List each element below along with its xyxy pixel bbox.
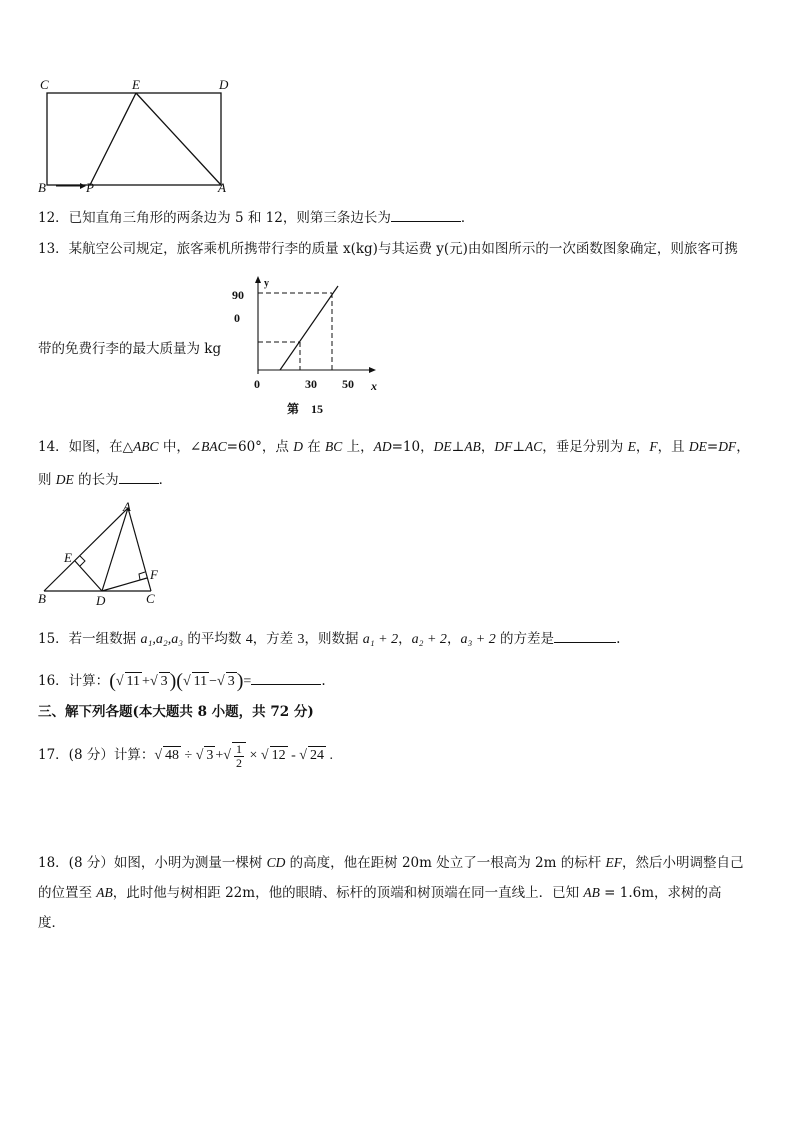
q18-t6: = 1.6m，求树的高 <box>599 885 722 901</box>
q17-r12: 12 <box>271 748 286 764</box>
q18-t3: ，然后小明调整自己 <box>622 855 744 871</box>
q14-t6: =10， <box>391 439 434 455</box>
q18-ab: AB <box>96 885 113 900</box>
q14-t11: 的长为 <box>73 472 119 488</box>
rectangle-outline <box>47 93 221 185</box>
q15-t2: 的平均数 <box>183 631 246 647</box>
q14-ab: AB <box>464 439 481 454</box>
q14-t10: 则 <box>38 472 56 488</box>
graph-y-tick-90: 90 <box>232 288 244 302</box>
q18-t1: 18．(8 分）如图，小明为测量一棵树 <box>38 855 267 871</box>
q17-end: . <box>325 748 333 764</box>
q12-text: 12．已知直角三角形的两条边为 5 和 12，则第三条边长为 <box>38 210 391 226</box>
q18-t5: ，此时他与树相距 22m，他的眼睛、标杆的顶端和树顶端在同一直线上．已知 <box>112 885 584 901</box>
q16-answer-blank[interactable] <box>251 670 321 685</box>
question-14-line2 <box>38 469 172 489</box>
q16-r3b: 3 <box>227 674 235 689</box>
q18-ef: EF <box>605 855 623 870</box>
tri-label-b: B <box>38 591 46 606</box>
q15-d1: a₁ + 2 <box>362 632 399 647</box>
label-d: D <box>219 77 229 92</box>
q14-de: DE <box>433 439 452 454</box>
q17-plus: + <box>215 748 224 764</box>
q17-r48: 48 <box>165 748 180 764</box>
q15-answer-blank[interactable] <box>554 628 616 643</box>
question-13-line1: 13．某航空公司规定，旅客乘机所携带行李的质量 x(kg)与其运费 y(元)由如图所示的一次函数图象确定，则旅客可携 <box>38 241 738 257</box>
q14-perp1: ⊥ <box>451 439 465 455</box>
q15-sep1: ， <box>398 631 412 647</box>
q17-r24: 24 <box>309 748 324 764</box>
question-18-line1 <box>38 854 744 872</box>
q15-d2: a₂ + 2 <box>411 632 447 647</box>
q14-df: DF <box>494 439 513 454</box>
label-e: E <box>132 77 140 92</box>
q15-d3: a₃ + 2 <box>460 632 496 647</box>
graph-x-tick-30: 30 <box>305 377 317 391</box>
tri-label-d: D <box>96 593 106 608</box>
q16-t1: 16．计算： <box>38 673 110 689</box>
q16-r11b: 11 <box>193 674 208 689</box>
q14-ad: AD <box>373 439 392 454</box>
q17-times: × <box>245 748 261 764</box>
q14-t9: ， <box>736 439 750 455</box>
q14-answer-blank[interactable] <box>119 469 159 484</box>
q16-equals: = <box>243 674 252 689</box>
question-18-line2 <box>38 884 722 902</box>
q14-d: D <box>293 439 303 454</box>
segment-ea <box>136 93 221 185</box>
section-3-title: 三、解下列各题(本大题共 8 小题，共 72 分) <box>38 704 314 720</box>
q14-t5: 上， <box>342 439 374 455</box>
q12-answer-blank[interactable] <box>391 207 461 222</box>
q15-t1: 15．若一组数据 <box>38 631 141 647</box>
segment-pe <box>90 93 136 185</box>
q18-cd: CD <box>266 855 286 870</box>
question-18-line3: 度． <box>38 915 65 931</box>
q15-t5: 的方差是 <box>495 631 555 647</box>
q16-plus: + <box>142 674 150 689</box>
triangle-figure <box>38 500 168 600</box>
q14-t1: 14．如图，在△ <box>38 439 134 455</box>
q14-f: F <box>649 439 658 454</box>
label-c: C <box>40 77 49 92</box>
q15-var: 3 <box>297 632 305 647</box>
question-12 <box>38 207 474 227</box>
q14-t2: 中，∠ <box>158 439 202 455</box>
q18-t4: 的位置至 <box>38 885 97 901</box>
q14-e: E <box>627 439 636 454</box>
q17-minus: - <box>287 748 300 764</box>
q14-t7: ，垂足分别为 <box>542 439 628 455</box>
right-angle-e <box>80 556 85 566</box>
q17-r3: 3 <box>206 748 214 764</box>
q17-frac-num: 1 <box>235 742 242 756</box>
label-a: A <box>218 180 226 195</box>
q12-end: ． <box>460 210 475 226</box>
q15-mean: 4 <box>245 632 253 647</box>
q14-t4: 在 <box>302 439 326 455</box>
question-15 <box>38 628 620 649</box>
graph-x-label: x <box>371 379 377 393</box>
q15-t4: ，则数据 <box>304 631 363 647</box>
q18-t2: 的高度，他在距树 20m 处立了一根高为 2m 的标杆 <box>285 855 606 871</box>
q14-t3: =60°，点 <box>226 439 294 455</box>
q14-de2: DE <box>688 439 707 454</box>
question-14-line1 <box>38 438 750 456</box>
question-16 <box>38 670 326 691</box>
tri-label-a: A <box>123 499 131 514</box>
function-line <box>280 286 338 370</box>
graph-y-tick-0: 0 <box>234 311 240 325</box>
graph-x-tick-50: 50 <box>342 377 354 391</box>
q17-frac-den: 2 <box>235 756 242 770</box>
q14-ac: AC <box>525 439 543 454</box>
q15-end: . <box>616 631 621 647</box>
tri-label-e: E <box>64 550 72 565</box>
q14-de3: DE <box>55 472 74 487</box>
tri-label-f: F <box>150 567 158 582</box>
label-b: B <box>38 180 46 195</box>
segment-de <box>75 561 102 591</box>
question-17 <box>38 742 333 770</box>
q17-div: ÷ <box>181 748 196 764</box>
q17-fraction <box>232 742 246 770</box>
graph-caption: 第 15 <box>287 402 324 416</box>
q14-end: ． <box>158 472 173 488</box>
rectangle-figure <box>36 78 236 196</box>
q16-minus: − <box>209 674 218 689</box>
tri-label-c: C <box>146 591 155 606</box>
q16-end: . <box>321 673 326 689</box>
label-p: P <box>86 180 94 195</box>
q17-t1: 17．(8 分）计算： <box>38 747 155 764</box>
q14-bc: BC <box>325 439 343 454</box>
q14-sep: ， <box>635 439 650 455</box>
q17-expression: √ 48 ÷ √ 3 +√ $\frac{1}{2}$ × √ 12 - √ 24 . <box>154 742 333 770</box>
q14-perp2: ⊥ <box>512 439 526 455</box>
q16-r3: 3 <box>160 674 168 689</box>
graph-x-tick-0: 0 <box>254 377 260 391</box>
q14-abc: ABC <box>133 439 159 454</box>
q16-r11: 11 <box>126 674 141 689</box>
q14-t8: ，且 <box>657 439 689 455</box>
y-axis-arrow <box>255 276 261 283</box>
graph-y-label: y <box>264 278 269 289</box>
q14-c1: ， <box>480 439 495 455</box>
q15-data-vars: a₁,a₂,a₃ <box>140 632 184 647</box>
q14-df2: DF <box>718 439 737 454</box>
q14-bac: BAC <box>201 439 227 454</box>
q14-eq: = <box>706 439 719 455</box>
q16-expression: (√ 11 +√ 3 )(√ 11 −√ 3 )= <box>109 670 252 692</box>
question-13-line2: 带的免费行李的最大质量为 kg <box>38 341 222 357</box>
q15-sep2: ， <box>446 631 461 647</box>
x-axis-arrow <box>369 367 376 373</box>
q15-t3: ，方差 <box>252 631 298 647</box>
q18-ab2: AB <box>583 885 600 900</box>
q13-function-graph <box>240 274 380 389</box>
